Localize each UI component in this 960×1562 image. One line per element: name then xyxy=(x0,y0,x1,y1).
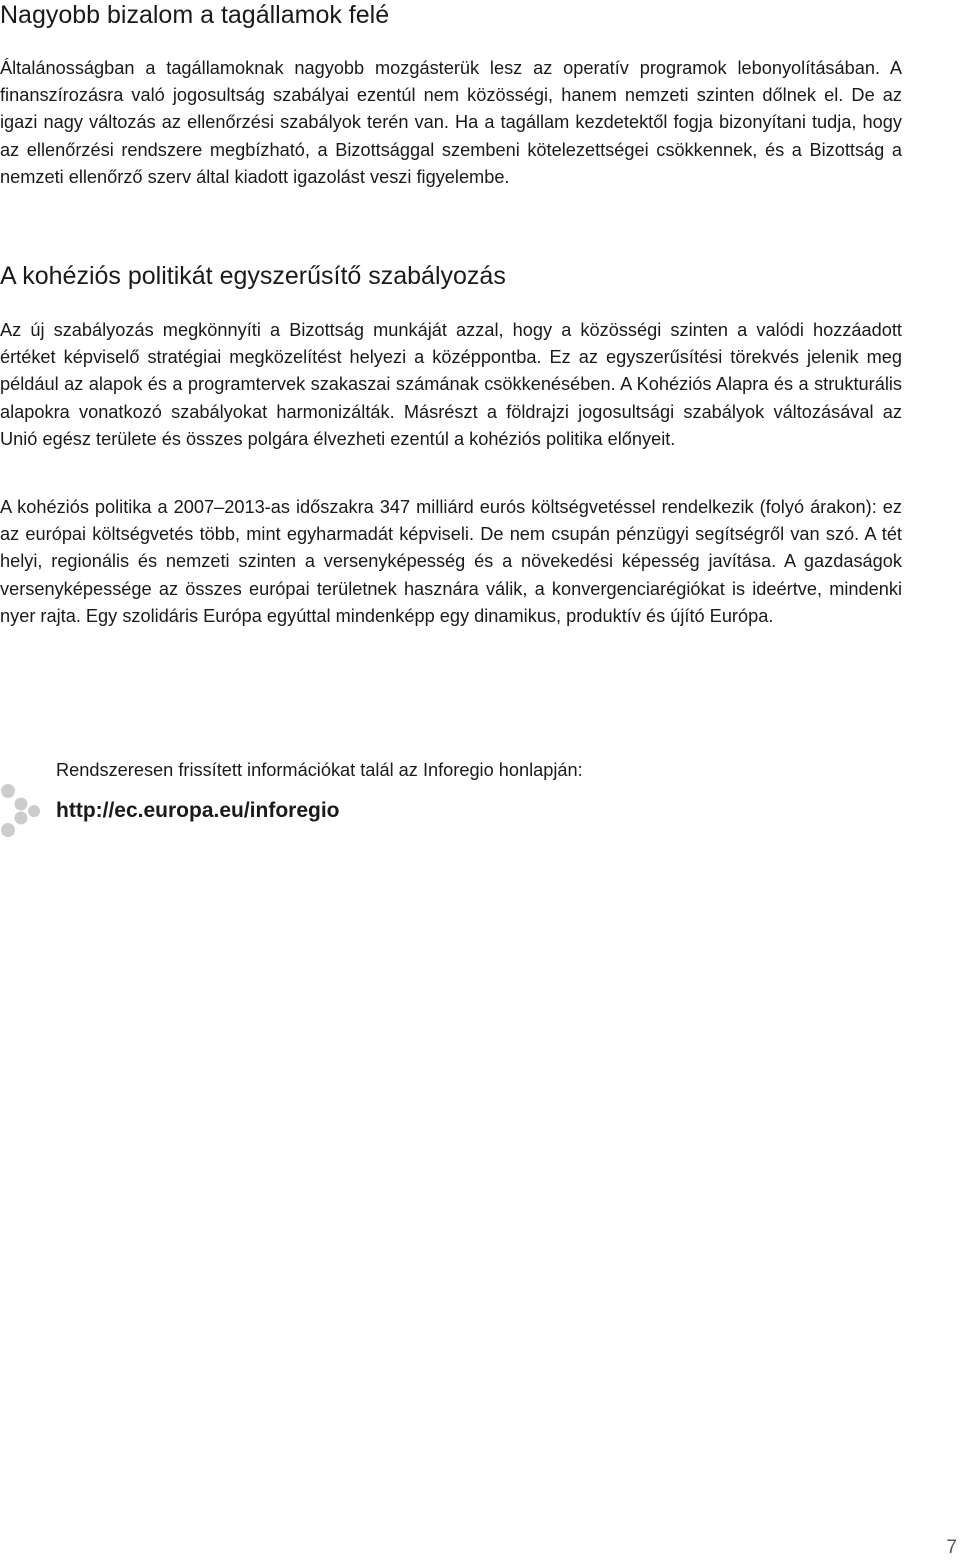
paragraph-trust: Általánosságban a tagállamoknak nagyobb mozgásterük lesz az operatív programok lebonyolításában. A finanszírozásra való jogosultság szabályai ezentúl nem közösségi, hanem nemzeti szinten dőlnek el. De az igazi nagy változás az ellenőrzési szabályok terén van. Ha a tagállam kezdetektől fogja bizonyítani tudja, hogy az ellenőrzési rendszere megbízható, a Bizottsággal szembeni kötelezettségei csökkennek, és a Bizottság a nemzeti ellenőrző szerv által kiadott igazolást veszi figyelembe. xyxy=(0,58,902,187)
inforegio-info-text: Rendszeresen frissített információkat talál az Inforegio honlapján: xyxy=(56,760,583,780)
paragraph-budget: A kohéziós politika a 2007–2013-as időszakra 347 milliárd eurós költségvetéssel rendelkezik (folyó árakon): ez az európai költségvetés több, mint egyharmadát képviseli. De nem csupán pénzügyi segítségről van szó. A tét helyi, regionális és nemzeti szinten a versenyképesség és a növekedési képesség javítása. A gazdaságok versenyképessége az összes európai területnek hasznára válik, a konvergenciarégiókat is ideértve, mindenki nyer rajta. Egy szolidáris Európa egyúttal mindenképp egy dinamikus, produktív és újító Európa. xyxy=(0,497,902,626)
dots-logo-icon xyxy=(0,782,44,840)
section-heading-cohesion: A kohéziós politikát egyszerűsítő szabályozás xyxy=(0,262,506,290)
section-heading-trust: Nagyobb bizalom a tagállamok felé xyxy=(0,1,390,29)
paragraph-simplification: Az új szabályozás megkönnyíti a Bizottság munkáját azzal, hogy a közösségi szinten a valódi hozzáadott értéket képviselő stratégiai megközelítést helyezi a középpontba. Ez az egyszerűsítési törekvés jelenik meg például az alapok és a programtervek szakaszai számának csökkenésében. A Kohéziós Alapra és a strukturális alapokra vonatkozó szabályokat harmonizálták. Másrészt a földrajzi jogosultsági szabályok változásával az Unió egész területe és összes polgára élvezheti ezentúl a kohéziós politika előnyeit. xyxy=(0,320,902,449)
inforegio-link[interactable]: http://ec.europa.eu/inforegio xyxy=(56,799,340,822)
page-number: 7 xyxy=(946,1537,957,1558)
